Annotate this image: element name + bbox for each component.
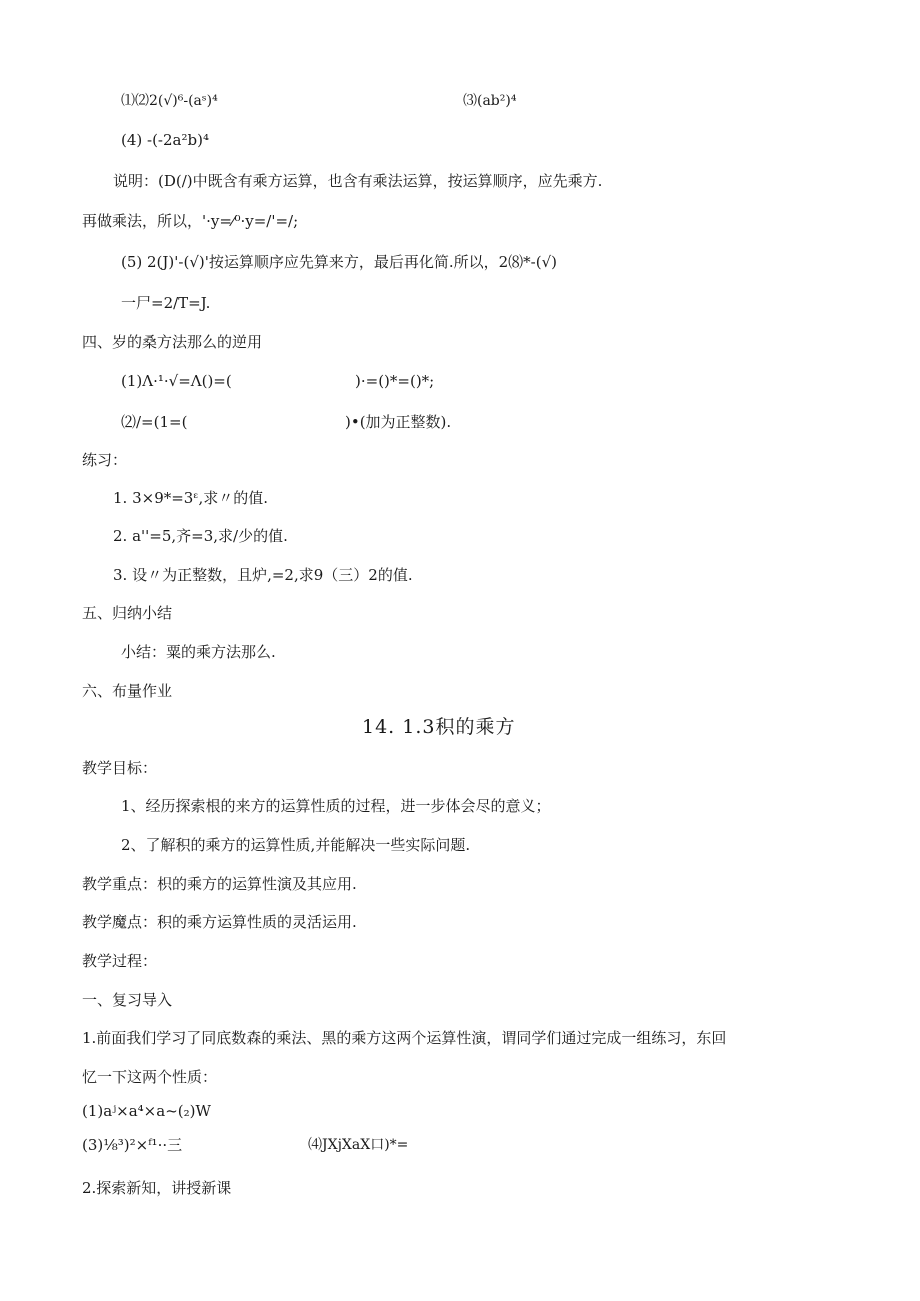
- teaching-goal-2: 2、了解积的乘方的运算性质,并能解决一些实际问题.: [121, 836, 471, 854]
- lesson-title: 14. 1.3积的乘方: [362, 716, 516, 738]
- teaching-goal-1: 1、经历探索根的来方的运算性质的过程，进一步体会尽的意义；: [121, 797, 551, 815]
- review-exercise-1-2: (1)aʲ×a⁴×a~(₂)W: [82, 1102, 211, 1120]
- summary-text: 小结：粟的乘方法那么.: [121, 643, 276, 661]
- review-paragraph-line-2: 忆一下这两个性质：: [82, 1068, 218, 1086]
- exercise-line-3: ⑶(ab²)⁴: [463, 93, 517, 109]
- key-point: 教学重点：枳的乘方的运算性演及其应用.: [82, 875, 357, 893]
- teaching-goals-heading: 教学目标：: [82, 759, 158, 777]
- section-heading-6: 六、布量作业: [82, 682, 173, 700]
- exercise-line-5-cont: 一尸=2/T=J.: [121, 294, 211, 312]
- section-heading-5: 五、归纳小结: [82, 604, 173, 622]
- exercise-line-5: (5) 2(J)'-(√)'按运算顺序应先算来方，最后再化简.所以，2⑻*-(√): [121, 253, 557, 271]
- exercise-line-1-2: ⑴⑵2(√)⁶-(aˢ)⁴: [121, 93, 218, 109]
- review-exercise-3: (3)⅛³)²×ᶠ¹··三: [82, 1136, 183, 1154]
- practice-item-2: 2. a''=5,齐=3,求/少的值.: [113, 527, 288, 545]
- explanation-line-1: 说明：(D(/)中既含有乘方运算，也含有乘法运算，按运算顺序，应先乘方.: [113, 172, 603, 190]
- reverse-rule-line-2b: )•(加为正整数).: [345, 413, 452, 431]
- practice-item-3: 3. 设〃为正整数，且炉,=2,求9（三）2的值.: [113, 566, 413, 584]
- reverse-rule-line-1a: (1)Λ·¹·√=Λ()=(: [121, 372, 232, 390]
- exercise-line-4: (4) -(-2a²b)⁴: [121, 131, 209, 149]
- process-heading: 教学过程：: [82, 952, 158, 970]
- section-heading-explore: 2.探索新知，讲授新课: [82, 1179, 232, 1197]
- difficult-point: 教学魔点：积的乘方运算性质的灵活运用.: [82, 913, 357, 931]
- review-paragraph-line-1: 1.前面我们学习了同底数森的乘法、黑的乘方这两个运算性演，谓同学们通过完成一组练习，东回: [82, 1029, 727, 1047]
- practice-item-1: 1. 3×9*=3ᵋ,求〃的值.: [113, 489, 268, 507]
- reverse-rule-line-1b: )·=()*=()*;: [355, 372, 435, 390]
- review-exercise-4: ⑷JXjXaX口)*=: [308, 1137, 409, 1153]
- section-heading-4: 四、岁的桑方法那么的逆用: [82, 333, 263, 351]
- section-heading-review: 一、复习导入: [82, 991, 173, 1009]
- practice-heading: 练习：: [82, 451, 128, 469]
- reverse-rule-line-2a: ⑵/=(1=(: [121, 413, 188, 431]
- explanation-line-2: 再做乘法，所以，'·y=⁄⁰·y=/'=/;: [82, 212, 299, 230]
